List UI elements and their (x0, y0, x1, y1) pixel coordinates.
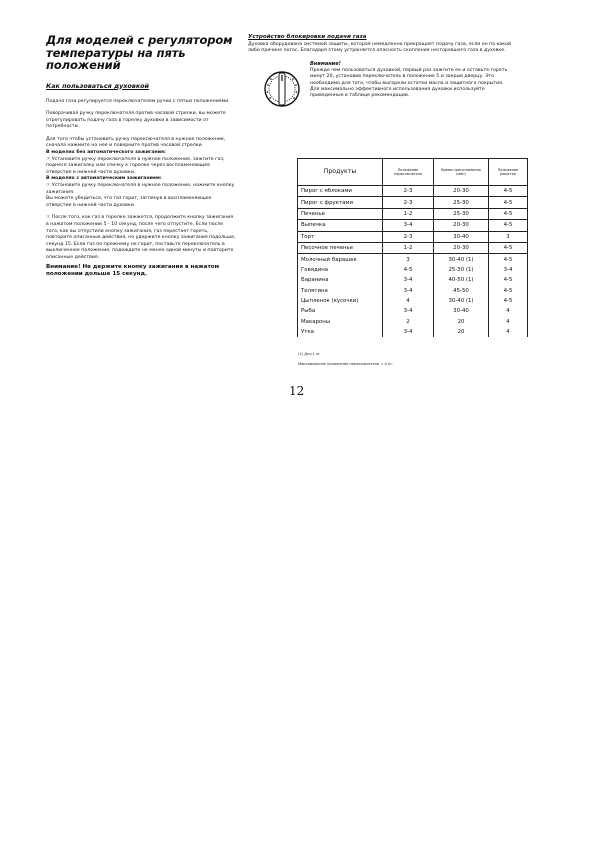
cell-rack: 4 (489, 327, 528, 337)
instruction-hold-ignition-text: После того, как газ в горелке зажжется, продолжите кнопку зажигания в нажатом положении 5 - 10 секунд, после чего отпустите. Если после того, как вы отпустили кнопку зажигания, газ перестает гореть, повторите описанные действия, но удержите кнопку зажигания подольше, секунд 15. Если газ по-прежнему не горит, поставьте переключатель в выключенное положение, подождите не менее одной минуты и повторите описанные действия. (46, 215, 236, 260)
knob-section (248, 61, 518, 135)
cell-name: Говядина (298, 265, 383, 275)
left-column (46, 34, 236, 284)
cell-time: 25-30 (434, 197, 489, 208)
table-row (298, 286, 528, 296)
table-row (298, 254, 528, 265)
cell-level: 3-4 (383, 306, 434, 316)
cell-rack: 4-5 (489, 275, 528, 285)
cell-name: Цыпленок (кусочки) (298, 296, 383, 306)
cell-time: 20-30 (434, 220, 489, 231)
cell-name: Пирог с фруктами (298, 197, 383, 208)
header-level: Положение переключателя (383, 159, 434, 186)
paragraph-setting-knob: Для того чтобы установить ручку переключателя в нужное положение, сначала нажмите на нее и поверните против часовой стрелки. (46, 136, 226, 149)
table-row (298, 186, 528, 197)
table-body (298, 186, 528, 338)
cell-rack: 4-5 (489, 197, 528, 208)
cell-name: Молочный барашек (298, 254, 383, 265)
table-header-row (298, 159, 528, 186)
table-row (298, 231, 528, 242)
cell-level: 3-4 (383, 275, 434, 285)
cell-level: 4-5 (383, 265, 434, 275)
cell-name: Телятина (298, 286, 383, 296)
cell-time: 25-30 (1) (434, 265, 489, 275)
cell-rack: 4-5 (489, 208, 528, 219)
header-time: Время приготовления (мин) (434, 159, 489, 186)
cell-rack: 4-5 (489, 242, 528, 253)
instruction-auto-ignition-text: Установите ручку переключателя в нужное положение, нажмите кнопку зажигания. (46, 183, 235, 195)
cell-level: 1-2 (383, 242, 434, 253)
cell-time: 30-40 (434, 231, 489, 242)
table-row (298, 265, 528, 275)
instruction-hold-ignition (46, 215, 236, 261)
cell-time: 25-30 (434, 208, 489, 219)
cell-level: 2-3 (383, 186, 434, 197)
table-row (298, 306, 528, 316)
cell-name: Макароны (298, 317, 383, 327)
cell-rack: 4-5 (489, 296, 528, 306)
cell-rack: 4 (489, 306, 528, 316)
recommendation-text: Для максимально эффективного использования духовки используйте приведенные в таблице рекомендации. (310, 87, 485, 99)
oven-knob-icon (262, 65, 302, 119)
attention-title: Внимание! (310, 60, 341, 67)
footnote-per-kg: (1) Для 1 кг (298, 352, 321, 356)
cell-level: 1-2 (383, 208, 434, 219)
table-row (298, 296, 528, 306)
instruction-no-auto-ignition-text: Установите ручку переключателя в нужное положение, зажгите газ, поднеся зажигалку или спичку к горелке через воспламеняющее отверстие в нижней части духовки. (46, 156, 225, 175)
paragraph-check-flame: Вы можете убедиться, что газ горит, заглянув в воспламеняющее отверстие в нижней части духовки. (46, 196, 212, 208)
cell-name: Торт (298, 231, 383, 242)
main-title: Для моделей с регулятором температуры на пять положений (46, 33, 233, 72)
cell-rack: 4 (489, 317, 528, 327)
table-row (298, 242, 528, 253)
cell-level: 3-4 (383, 220, 434, 231)
table-row (298, 327, 528, 337)
cell-name: Выпечка (298, 220, 383, 231)
cell-time: 30-40 (1) (434, 296, 489, 306)
ignition-warning: Внимание! Не держите кнопку зажигания в нажатом положении дольше 15 секунд. (46, 263, 220, 277)
page-number: 12 (289, 384, 305, 398)
cooking-table (297, 158, 528, 337)
header-products: Продукты (298, 159, 383, 186)
right-column (248, 34, 518, 135)
heading-auto-ignition: В моделях с автоматическим зажиганием: (46, 176, 162, 182)
attention-note (310, 61, 518, 106)
bullet-icon: ☞ (46, 183, 52, 189)
cell-name: Пирог с яблоками (298, 186, 383, 197)
paragraph-gas-supply: Подача газа регулируется переключателем ручки с пятью положениями. (46, 98, 230, 104)
cell-rack: 4-5 (489, 286, 528, 296)
cell-time: 20 (434, 327, 489, 337)
cell-level: 3-4 (383, 327, 434, 337)
attention-text: Прежде чем пользоваться духовкой, первый раз зажгите ее и оставьте гореть минут 20, установив переключатель в положение 5 и закрыв дверцу. Это необходимо для того, чтобы выгорели остатки масла и защитного покрытия. (310, 67, 508, 86)
cell-time: 20 (434, 317, 489, 327)
table-row (298, 208, 528, 219)
cell-time: 30-40 (434, 306, 489, 316)
cell-name: Печенье (298, 208, 383, 219)
cell-rack: 4-5 (489, 186, 528, 197)
cell-time: 20-30 (434, 186, 489, 197)
paragraph-knob-rotation: Поворачивая ручку переключателя против часовой стрелки, вы можете отрегулировать подачу газа в горелку духовки в зависимости от потребности. (46, 111, 226, 130)
gas-lock-title: Устройство блокировки подачи газа (248, 34, 367, 40)
table-row (298, 197, 528, 208)
cell-level: 2-3 (383, 197, 434, 208)
footnote-max: Максимальное положение переключателя = 4 кг. (298, 362, 394, 366)
cell-rack: 3-4 (489, 265, 528, 275)
header-rack: Положение решетки (489, 159, 528, 186)
cell-rack: 4-5 (489, 220, 528, 231)
cell-name: Рыба (298, 306, 383, 316)
table-row (298, 275, 528, 285)
instruction-auto-ignition (46, 183, 236, 196)
gas-lock-intro: Духовка оборудована системой защиты, которая немедленно прекращает подачу газа, если он по какой либо причине погас. Благодаря этому устраняется опасность скопления несгоревшего газа в духовке. (248, 42, 512, 54)
cell-level: 2 (383, 317, 434, 327)
bullet-icon: ☞ (46, 156, 52, 162)
table-row (298, 317, 528, 327)
cell-time: 20-30 (434, 242, 489, 253)
instruction-no-auto-ignition (46, 157, 236, 177)
cell-rack: 3 (489, 231, 528, 242)
section-subtitle: Как пользоваться духовкой (46, 81, 150, 90)
table-row (298, 220, 528, 231)
cell-level: 3 (383, 254, 434, 265)
cell-name: Баранина (298, 275, 383, 285)
cell-rack: 4-5 (489, 254, 528, 265)
cell-level: 2-3 (383, 231, 434, 242)
heading-no-auto-ignition: В моделях без автоматического зажигания: (46, 150, 166, 156)
bullet-icon: ☞ (46, 215, 52, 221)
cell-time: 30-40 (1) (434, 254, 489, 265)
cell-time: 45-50 (434, 286, 489, 296)
cell-name: Утка (298, 327, 383, 337)
cell-level: 3-4 (383, 286, 434, 296)
cell-level: 4 (383, 296, 434, 306)
cell-name: Песочное печенье (298, 242, 383, 253)
cell-time: 40-50 (1) (434, 275, 489, 285)
